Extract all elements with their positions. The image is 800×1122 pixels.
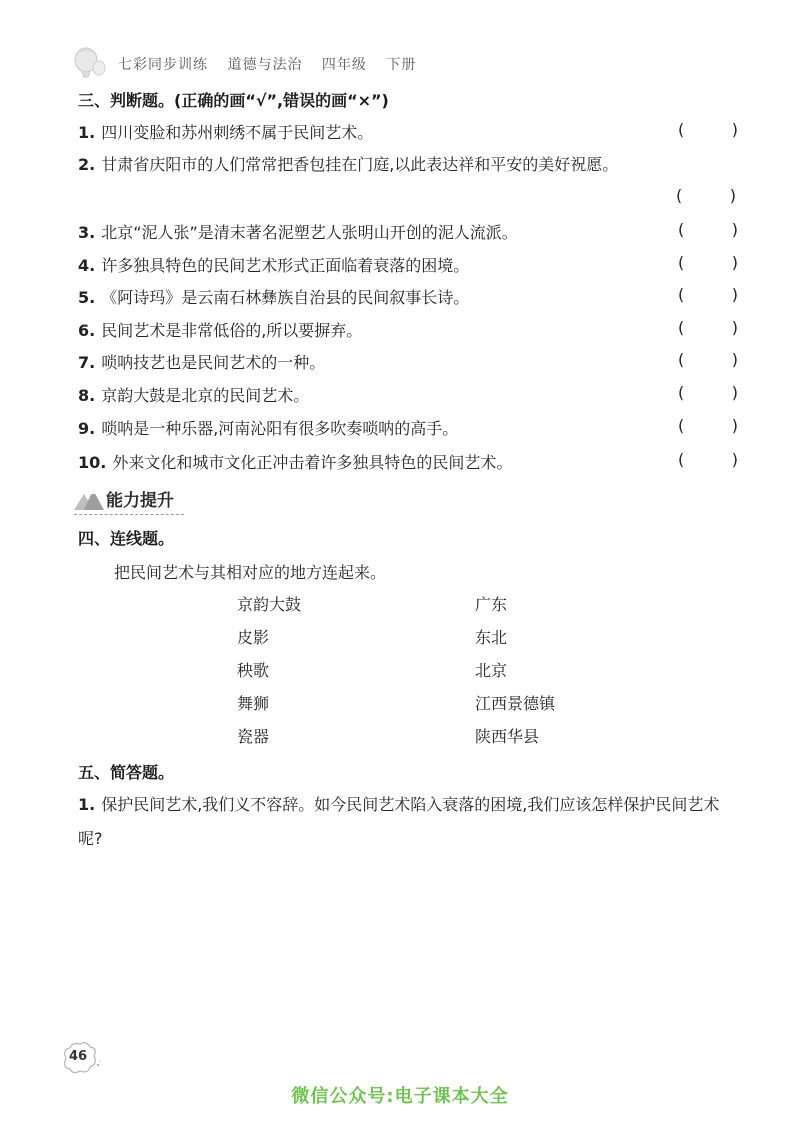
item-number: 3. xyxy=(78,223,96,242)
page-header xyxy=(70,44,490,84)
short-answer-question-1 xyxy=(78,788,738,856)
watermark-text: 微信公众号:电子课本大全 xyxy=(291,1086,509,1107)
answer-parentheses[interactable]: ( ) xyxy=(678,253,738,272)
answer-parentheses[interactable]: ( ) xyxy=(676,186,736,205)
section5-title: 五、简答题。 xyxy=(78,763,175,782)
judgement-item-7 xyxy=(78,350,738,378)
art-item[interactable]: 瓷器 xyxy=(237,727,270,746)
place-item[interactable]: 北京 xyxy=(475,661,508,680)
item-text: 民间艺术是非常低俗的,所以要摒弃。 xyxy=(101,321,363,340)
question-text: 保护民间艺术,我们义不容辞。如今民间艺术陷入衰落的困境,我们应该怎样保护民间艺术呢? xyxy=(78,795,720,848)
judgement-item-10 xyxy=(78,450,738,478)
item-number: 1. xyxy=(78,123,96,142)
answer-parentheses[interactable]: ( ) xyxy=(678,120,738,139)
item-number: 8. xyxy=(78,386,96,405)
item-text: 《阿诗玛》是云南石林彝族自治县的民间叙事长诗。 xyxy=(101,288,470,307)
item-number: 6. xyxy=(78,321,96,340)
item-number: 10. xyxy=(78,453,107,472)
answer-parentheses[interactable]: ( ) xyxy=(678,450,738,469)
answer-parentheses[interactable]: ( ) xyxy=(678,285,738,304)
judgement-item-1 xyxy=(78,120,738,148)
item-number: 7. xyxy=(78,353,96,372)
item-text: 北京“泥人张”是清末著名泥塑艺人张明山开创的泥人流派。 xyxy=(101,223,518,242)
header-grade: 四年级 xyxy=(321,57,367,73)
place-item[interactable]: 陕西华县 xyxy=(475,727,540,746)
item-number: 4. xyxy=(78,256,96,275)
item-number: 9. xyxy=(78,419,96,438)
item-number: 2. xyxy=(78,155,96,174)
judgement-item-5 xyxy=(78,285,738,313)
answer-parentheses[interactable]: ( ) xyxy=(678,220,738,239)
page-number-badge xyxy=(58,1040,102,1076)
section3-title: 三、判断题。(正确的画“√”,错误的画“×”) xyxy=(78,91,389,110)
question-number: 1. xyxy=(78,795,96,814)
answer-parentheses[interactable]: ( ) xyxy=(678,416,738,435)
item-text: 甘肃省庆阳市的人们常常把香包挂在门庭,以此表达祥和平安的美好祝愿。 xyxy=(101,155,619,174)
balloon-logo-icon xyxy=(70,46,108,82)
judgement-item-6 xyxy=(78,318,738,346)
header-subject: 道德与法治 xyxy=(227,57,303,73)
item-text: 许多独具特色的民间艺术形式正面临着衰落的困境。 xyxy=(101,256,470,275)
answer-parentheses[interactable]: ( ) xyxy=(678,318,738,337)
art-item[interactable]: 秧歌 xyxy=(237,661,270,680)
item-text: 外来文化和城市文化正冲击着许多独具特色的民间艺术。 xyxy=(112,453,513,472)
art-item[interactable]: 京韵大鼓 xyxy=(237,595,302,614)
item-text: 唢呐技艺也是民间艺术的一种。 xyxy=(101,353,326,372)
mountain-icon xyxy=(74,488,104,510)
place-item[interactable]: 广东 xyxy=(475,595,508,614)
section4-instruction: 把民间艺术与其相对应的地方连起来。 xyxy=(114,563,387,582)
place-item[interactable]: 东北 xyxy=(475,628,508,647)
judgement-item-4 xyxy=(78,253,738,281)
section4-title: 四、连线题。 xyxy=(78,529,175,548)
judgement-item-8 xyxy=(78,383,738,411)
place-item[interactable]: 江西景德镇 xyxy=(475,694,556,713)
header-series: 七彩同步训练 xyxy=(118,57,208,73)
answer-parentheses[interactable]: ( ) xyxy=(678,383,738,402)
item-text: 京韵大鼓是北京的民间艺术。 xyxy=(101,386,310,405)
item-text: 唢呐是一种乐器,河南沁阳有很多吹奏唢呐的高手。 xyxy=(101,419,459,438)
ability-banner xyxy=(74,484,234,514)
answer-parentheses[interactable]: ( ) xyxy=(678,350,738,369)
judgement-item-3 xyxy=(78,220,738,248)
judgement-item-9 xyxy=(78,416,738,444)
art-item[interactable]: 皮影 xyxy=(237,628,270,647)
art-item[interactable]: 舞狮 xyxy=(237,694,270,713)
ability-underline xyxy=(74,514,184,515)
ability-label: 能力提升 xyxy=(106,491,174,511)
page-number: 46 xyxy=(69,1049,88,1064)
item-number: 5. xyxy=(78,288,96,307)
item-text: 四川变脸和苏州刺绣不属于民间艺术。 xyxy=(101,123,374,142)
header-text xyxy=(118,54,430,74)
judgement-item-2 xyxy=(78,152,738,180)
header-volume: 下册 xyxy=(386,57,417,73)
